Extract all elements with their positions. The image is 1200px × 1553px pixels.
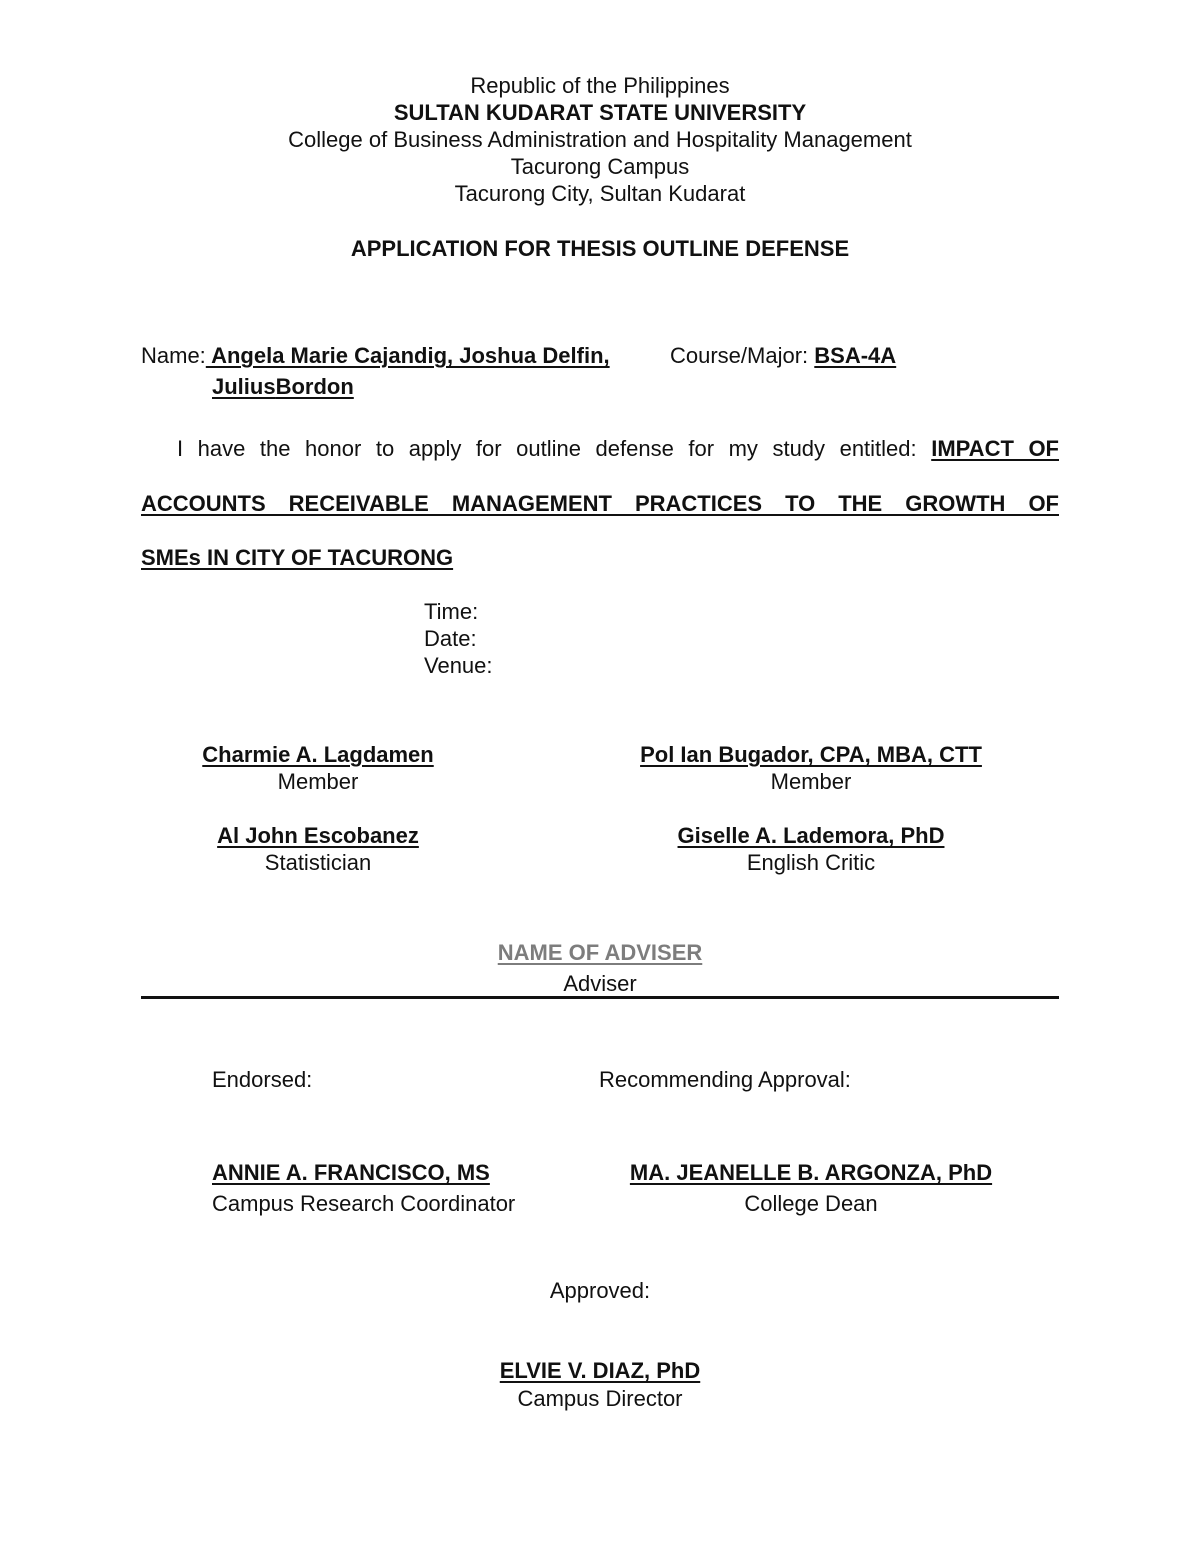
section-divider [141,996,1059,999]
request-line-1 [177,435,1059,462]
name-row [141,342,610,369]
coordinator-block [212,1159,515,1217]
approved-label: Approved: [549,1278,651,1303]
panel-member-1 [168,741,468,795]
dean-name: MA. JEANELLE B. ARGONZA, PhD [629,1160,993,1185]
campus-name: Tacurong Campus [510,154,690,179]
country-line: Republic of the Philippines [470,73,730,98]
english-critic-role: English Critic [746,850,876,875]
course-label: Course/Major: [670,343,809,368]
college-name: College of Business Administration and Hospitality Management [288,127,912,152]
endorsed-label: Endorsed: [212,1067,313,1092]
adviser-block [0,939,1200,997]
applicant-name-part-a: Julius [212,374,276,399]
director-block [0,1357,1200,1412]
applicant-name-part-b: Bordon [275,374,354,399]
letterhead [0,72,1200,207]
statistician-name: Al John Escobanez [217,823,419,848]
dean-block [561,1159,1061,1217]
date-label: Date: [424,626,477,651]
study-title-part2: ACCOUNTS RECEIVABLE MANAGEMENT PRACTICES TO THE GROWTH OF [141,491,1059,516]
request-intro: I have the honor to apply for outline defense for my study entitled: [177,436,917,461]
university-name: SULTAN KUDARAT STATE UNIVERSITY [393,100,807,125]
study-title-part3: SMEs IN CITY OF TACURONG [141,545,454,570]
venue-label: Venue: [424,653,493,678]
panel-member-1-role: Member [277,769,359,794]
director-role: Campus Director [517,1386,683,1411]
name-label: Name: [141,343,206,368]
campus-city: Tacurong City, Sultan Kudarat [454,181,746,206]
course-row [670,342,896,369]
recommending-approval-label: Recommending Approval: [599,1067,851,1092]
adviser-role: Adviser [563,971,637,996]
panel-member-1-name: Charmie A. Lagdamen [202,742,434,767]
adviser-name: NAME OF ADVISER [497,940,703,965]
page-title: APPLICATION FOR THESIS OUTLINE DEFENSE [350,236,850,261]
coordinator-name: ANNIE A. FRANCISCO, MS [212,1160,490,1185]
statistician [168,822,468,876]
english-critic-name: Giselle A. Lademora, PhD [677,823,945,848]
study-title-part1: IMPACT OF [931,436,1059,461]
panel-member-2-name: Pol Ian Bugador, CPA, MBA, CTT [640,742,982,767]
applicant-names-line1: Angela Marie Cajandig, Joshua Delfin, [205,343,610,368]
coordinator-role: Campus Research Coordinator [212,1191,516,1216]
time-label: Time: [424,599,479,624]
applicant-names-line2 [212,373,354,400]
panel-member-2-role: Member [770,769,852,794]
dean-role: College Dean [744,1191,878,1216]
english-critic [611,822,1011,876]
director-name: ELVIE V. DIAZ, PhD [499,1358,701,1383]
statistician-role: Statistician [264,850,372,875]
panel-member-2 [611,741,1011,795]
course-value: BSA-4A [814,343,897,368]
